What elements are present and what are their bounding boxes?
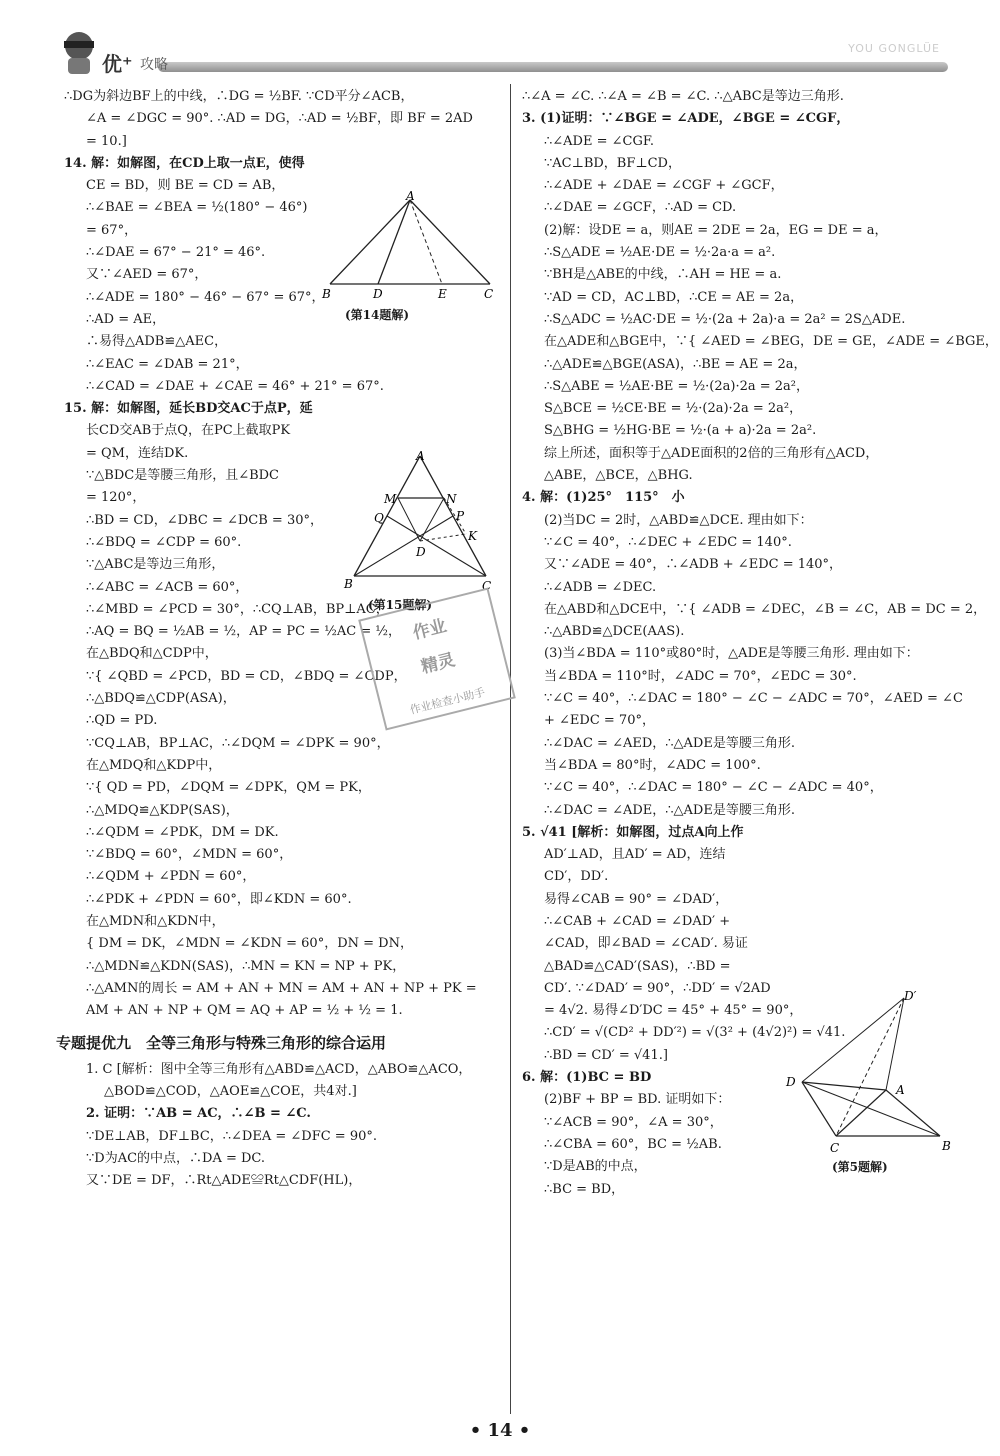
stamp-line1: 作业 — [410, 616, 449, 644]
label-B: B — [344, 577, 353, 591]
text-line: ∵{ ∠QBD = ∠PCD，BD = CD，∠BDQ = ∠CDP， — [86, 668, 407, 684]
page-header — [40, 20, 950, 82]
text-line: ∵∠C = 40°，∴∠DAC = 180° − ∠C − ∠ADC = 40°， — [544, 780, 883, 796]
text-line: ∵BH是△ABE的中线，∴AH = HE = a. — [544, 267, 782, 283]
text-line: △BAD≌△CAD′(SAS)，∴BD = — [544, 958, 731, 974]
text-line: ∵CQ⊥AB，BP⊥AC，∴∠DQM = ∠DPK = 90°， — [86, 735, 390, 751]
label-C: C — [830, 1141, 840, 1155]
label-A: A — [896, 1083, 905, 1097]
text-line: ∴S△ADE = ½AE·DE = ½·2a·a = a². — [544, 245, 776, 261]
text-line: ∴∠QDM = ∠PDK，DM = DK. — [86, 824, 279, 840]
label-C: C — [484, 287, 494, 301]
figure-14-caption: (第14题解) — [345, 308, 410, 322]
text-line: S△BCE = ½CE·BE = ½·(2a)·2a = 2a²， — [544, 401, 803, 417]
text-line: CD′. ∵∠DAD′ = 90°，∴DD′ = √2AD — [544, 980, 771, 996]
text-line: 又∵∠ADE = 40°，∴∠ADB + ∠EDC = 140°， — [544, 557, 843, 573]
question-4: 4. 解：(1)25° 115° 小 — [522, 490, 685, 506]
text-line: ∵∠C = 40°，∴∠DEC + ∠EDC = 140°. — [544, 534, 792, 550]
text-line: ∴DG为斜边BF上的中线，∴DG = ½BF. ∵CD平分∠ACB， — [64, 89, 414, 104]
text-line: ∵D为AC的中点，∴DA = DC. — [86, 1150, 266, 1166]
page-number: • 14 • — [469, 1420, 531, 1441]
text-line: AD′⊥AD，且AD′ = AD，连结 — [544, 847, 726, 863]
header-band — [158, 62, 948, 72]
text-line: 又∵DE = DF，∴Rt△ADE≌Rt△CDF(HL)， — [86, 1173, 362, 1189]
text-line: (2)BF + BP = BD. 证明如下： — [544, 1092, 731, 1108]
text-line: ∵∠ACB = 90°，∠A = 30°， — [544, 1114, 723, 1130]
text-line: ∴∠EAC = ∠DAB = 21°， — [86, 356, 249, 372]
stamp-line2: 精灵 — [419, 650, 458, 678]
text-line: ∴BC = BD， — [544, 1181, 625, 1197]
text-line: ∵AD = CD，AC⊥BD，∴CE = AE = 2a， — [544, 289, 804, 305]
label-D: D — [786, 1075, 796, 1089]
text-line: 在△ADE和△BGE中，∵{ ∠AED = ∠BEG，DE = GE，∠ADE = ∠BGE， — [544, 334, 998, 350]
stamp-line3: 作业检查小助手 — [408, 685, 487, 717]
text-line: AM + AN + NP + QM = AQ + AP = ½ + ½ = 1. — [86, 1003, 403, 1019]
text-line: ∴△ABD≌△DCE(AAS). — [544, 624, 685, 640]
text-line: ∴BD = CD′ = √41.] — [544, 1047, 668, 1063]
text-line: ∴∠ADB = ∠DEC. — [544, 579, 657, 595]
text-line: ∴△AMN的周长 = AM + AN + MN = AM + AN + NP + PK = — [86, 980, 477, 996]
text-line: 当∠BDA = 110°时，∠ADC = 70°，∠EDC = 30°. — [544, 668, 857, 684]
text-line: ∴∠CAD = ∠DAE + ∠CAE = 46° + 21° = 67°. — [86, 378, 384, 394]
text-line: ∴∠QDM + ∠PDN = 60°， — [86, 869, 256, 885]
text-line: ∴∠PDK + ∠PDN = 60°，即∠KDN = 60°. — [86, 891, 352, 907]
text-line: ∵AC⊥BD，BF⊥CD， — [544, 155, 681, 171]
text-line: △BOD≌△COD，△AOE≌△COE，共4对.] — [104, 1084, 357, 1100]
text-line: ∴∠DAC = ∠ADE，∴△ADE是等腰三角形. — [544, 802, 795, 818]
label-D: D — [373, 287, 383, 301]
figure-14-diagram — [318, 190, 500, 306]
section-title: 专题提优九 全等三角形与特殊三角形的综合运用 — [56, 1034, 387, 1053]
text-line: ∵△ABC是等边三角形， — [86, 557, 225, 573]
figure-5-caption: (第5题解) — [832, 1160, 888, 1174]
text-line: ∴BD = CD，∠DBC = ∠DCB = 30°， — [86, 512, 324, 528]
brand-logo: 优⁺ — [102, 52, 133, 76]
text-line: = 4√2. 易得∠D′DC = 45° + 45° = 90°， — [544, 1003, 803, 1019]
text-line: CD′，DD′. — [544, 869, 609, 885]
question-15: 15. 解：如解图，延长BD交AC于点P，延 — [64, 401, 313, 417]
text-line: ∴QD = PD. — [86, 713, 158, 729]
text-line: = 10.] — [86, 133, 127, 149]
text-line: ∴∠DAE = ∠GCF，∴AD = CD. — [544, 200, 737, 216]
text-line: ∴∠ADE = 180° − 46° − 67° = 67°， — [86, 289, 325, 305]
text-line: ∴易得△ADB≌△AEC， — [86, 334, 228, 350]
label-A: A — [416, 449, 425, 463]
label-D: D — [416, 545, 426, 559]
text-line: ∴△BDQ≌△CDP(ASA)， — [86, 691, 236, 707]
text-line: ∴S△ABE = ½AE·BE = ½·(2a)·2a = 2a²， — [544, 378, 810, 394]
text-line: 易得∠CAB = 90° = ∠DAD′， — [544, 891, 729, 907]
text-line: 在△BDQ和△CDP中， — [86, 646, 218, 662]
question-3: 3. (1)证明：∵∠BGE = ∠ADE，∠BGE = ∠CGF， — [522, 111, 850, 127]
text-line: ∴CD′ = √(CD² + DD′²) = √(3² + (4√2)²) = √41. — [544, 1025, 846, 1041]
text-line: 又∵∠AED = 67°， — [86, 267, 208, 283]
text-line: ∵{ QD = PD，∠DQM = ∠DPK，QM = PK， — [86, 780, 371, 796]
mascot-icon — [54, 24, 104, 76]
text-line: + ∠EDC = 70°， — [544, 713, 655, 729]
text-line: ∴S△ADC = ½AC·DE = ½·(2a + 2a)·a = 2a² = 2S△ADE. — [544, 311, 906, 327]
text-line: S△BHG = ½HG·BE = ½·(a + a)·2a = 2a². — [544, 423, 817, 439]
text-line: ∴∠A = ∠C. ∴∠A = ∠B = ∠C. ∴△ABC是等边三角形. — [522, 89, 844, 104]
text-line: ∵△BDC是等腰三角形，且∠BDC — [86, 468, 280, 484]
text-line: 当∠BDA = 80°时，∠ADC = 100°. — [544, 757, 761, 773]
label-K: K — [468, 529, 477, 543]
text-line: = 67°， — [86, 222, 138, 238]
text-line: ∴AQ = BQ = ½AB = ½，AP = PC = ½AC = ½， — [86, 624, 401, 640]
label-E: E — [438, 287, 447, 301]
text-line: (2)当DC = 2时，△ABD≌△DCE. 理由如下： — [544, 512, 813, 528]
figure-5-diagram — [780, 986, 960, 1158]
text-line: 在△MDN和△KDN中， — [86, 913, 225, 929]
text-line: ∴∠DAE = 67° − 21° = 46°. — [86, 245, 266, 261]
text-line: ∴∠ADE = ∠CGF. — [544, 133, 654, 149]
column-divider — [510, 84, 511, 1414]
text-line: 1. C [解析：图中全等三角形有△ABD≌△ACD，△ABO≌△ACO， — [86, 1061, 472, 1077]
text-line: ∵∠BDQ = 60°，∠MDN = 60°， — [86, 847, 293, 863]
label-B: B — [942, 1139, 951, 1153]
label-D-prime: D′ — [904, 989, 917, 1003]
text-line: ∵DE⊥AB，DF⊥BC，∴∠DEA = ∠DFC = 90°. — [86, 1128, 377, 1144]
label-Q: Q — [374, 511, 384, 525]
header-right-text: YOU GONGLÜE — [848, 42, 940, 55]
text-line: ∴△ADE≌△BGE(ASA)，∴BE = AE = 2a， — [544, 356, 807, 372]
text-line: 综上所述，面积等于△ADE面积的2倍的三角形有△ACD， — [544, 445, 879, 461]
question-6: 6. 解：(1)BC = BD — [522, 1070, 652, 1086]
figure-15-caption: (第15题解) — [368, 598, 433, 612]
text-line: ∴∠BDQ = ∠CDP = 60°. — [86, 534, 242, 550]
text-line: ∴∠BAE = ∠BEA = ½(180° − 46°) — [86, 200, 308, 216]
text-line: ∴△MDN≌△KDN(SAS)，∴MN = KN = NP + PK， — [86, 958, 406, 974]
label-A: A — [406, 190, 415, 203]
label-B: B — [322, 287, 331, 301]
text-line: 长CD交AB于点Q，在PC上截取PK — [86, 423, 291, 439]
text-line: ∠A = ∠DGC = 90°. ∴AD = DG，∴AD = ½BF，即 BF = 2AD — [86, 111, 473, 127]
text-line: ∴∠DAC = ∠AED，∴△ADE是等腰三角形. — [544, 735, 795, 751]
text-line: { DM = DK，∠MDN = ∠KDN = 60°，DN = DN， — [86, 936, 413, 952]
text-line: ∴△MDQ≌△KDP(SAS)， — [86, 802, 239, 818]
label-N: N — [446, 492, 457, 506]
text-line: ∠CAD，即∠BAD = ∠CAD′. 易证 — [544, 936, 748, 952]
label-M: M — [384, 492, 397, 506]
label-C: C — [482, 579, 492, 593]
text-line: △ABE，△BCE，△BHG. — [544, 468, 693, 484]
text-line: ∵∠C = 40°，∴∠DAC = 180° − ∠C − ∠ADC = 70°，∠AED = ∠C — [544, 691, 963, 707]
text-line: (3)当∠BDA = 110°或80°时，△ADE是等腰三角形. 理由如下： — [544, 646, 919, 662]
text-line: = 120°， — [86, 490, 146, 506]
text-line: (2)解：设DE = a，则AE = 2DE = 2a，EG = DE = a， — [544, 222, 888, 238]
text-line: ∴∠ADE + ∠DAE = ∠CGF + ∠GCF， — [544, 178, 784, 194]
text-line: ∴∠CAB + ∠CAD = ∠DAD′ + — [544, 913, 731, 929]
question-2: 2. 证明：∵AB = AC，∴∠B = ∠C. — [86, 1106, 311, 1122]
text-line: = QM，连结DK. — [86, 445, 189, 461]
question-5: 5. √41 [解析：如解图，过点A向上作 — [522, 824, 744, 840]
figure-15-diagram — [340, 446, 496, 594]
text-line: CE = BD，则 BE = CD = AB， — [86, 178, 285, 194]
text-line: ∴∠MBD = ∠PCD = 30°，∴CQ⊥AB，BP⊥AC， — [86, 601, 389, 617]
label-P: P — [456, 509, 465, 523]
text-line: 在△MDQ和△KDP中， — [86, 757, 222, 773]
text-line: ∴AD = AE， — [86, 311, 166, 327]
text-line: ∴∠CBA = 60°，BC = ½AB. — [544, 1136, 722, 1152]
question-14: 14. 解：如解图，在CD上取一点E，使得 — [64, 155, 305, 171]
text-line: ∴∠ABC = ∠ACB = 60°， — [86, 579, 249, 595]
text-line: 在△ABD和△DCE中，∵{ ∠ADB = ∠DEC，∠B = ∠C，AB = DC = 2， — [544, 601, 987, 617]
text-line: ∵D是AB的中点， — [544, 1159, 647, 1175]
brand-subtitle: 攻略 — [140, 57, 168, 73]
